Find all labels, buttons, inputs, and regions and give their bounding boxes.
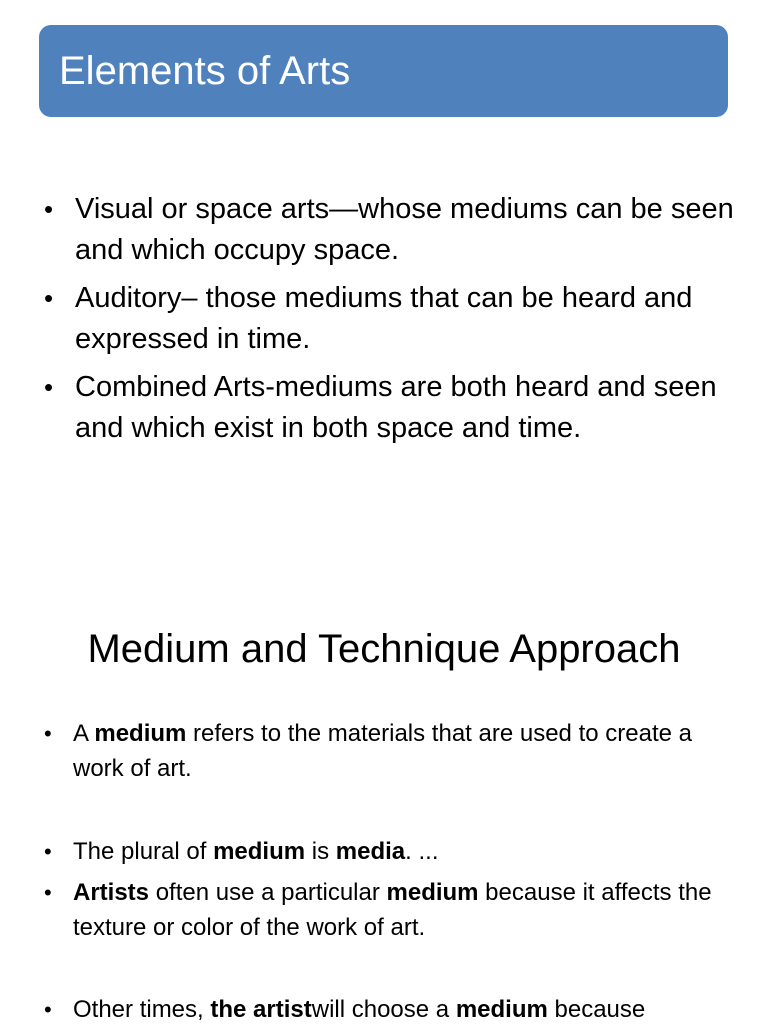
text-run: Other times, (73, 996, 211, 1023)
list-item-text (73, 879, 712, 941)
bold-text: medium (213, 838, 306, 865)
bullet-icon: • (44, 997, 52, 1022)
title-banner (39, 25, 728, 117)
bold-text: medium (94, 720, 187, 747)
text-run: often use a particular (149, 879, 387, 906)
bold-text: Artists (73, 879, 150, 906)
bold-text: the artist (210, 996, 312, 1023)
list-item (0, 875, 768, 945)
list-item (0, 992, 768, 1024)
list-item (0, 189, 768, 271)
bullet-icon: • (44, 372, 54, 402)
list-item (0, 716, 768, 786)
text-run: is (305, 838, 336, 865)
list-item (0, 834, 768, 869)
text-run: . ... (405, 838, 439, 865)
list-item-text: Visual or space arts—whose mediums can be seen and which occupy space. (75, 193, 734, 266)
list-item-text (73, 838, 438, 865)
list-item-text: Auditory– those mediums that can be heard and expressed in time. (75, 282, 693, 355)
list-item (0, 367, 768, 449)
list-item-text (73, 996, 645, 1023)
slide-title: Elements of Arts (59, 49, 351, 93)
bullet-icon: • (44, 283, 54, 313)
list-item (0, 278, 768, 360)
text-run: because (547, 996, 646, 1023)
text-run: The plural of (73, 838, 214, 865)
text-run: refers to the materials that are used to create a work of art. (73, 720, 692, 782)
text-run: A (73, 720, 95, 747)
bold-text: medium (386, 879, 479, 906)
list-item-text: Combined Arts-mediums are both heard and seen and which exist in both space and time. (75, 371, 717, 444)
bold-text: media (335, 838, 406, 865)
bullet-icon: • (44, 839, 52, 864)
bullet-icon: • (44, 721, 52, 746)
section-title: Medium and Technique Approach (87, 627, 681, 671)
bold-text: medium (455, 996, 548, 1023)
text-run: because it affects the texture or color of the work of art. (73, 879, 712, 941)
bullet-icon: • (44, 194, 54, 224)
art-types-list (0, 189, 768, 456)
text-run: will choose a (311, 996, 456, 1023)
bullet-icon: • (44, 880, 52, 905)
list-item-text (73, 720, 692, 782)
